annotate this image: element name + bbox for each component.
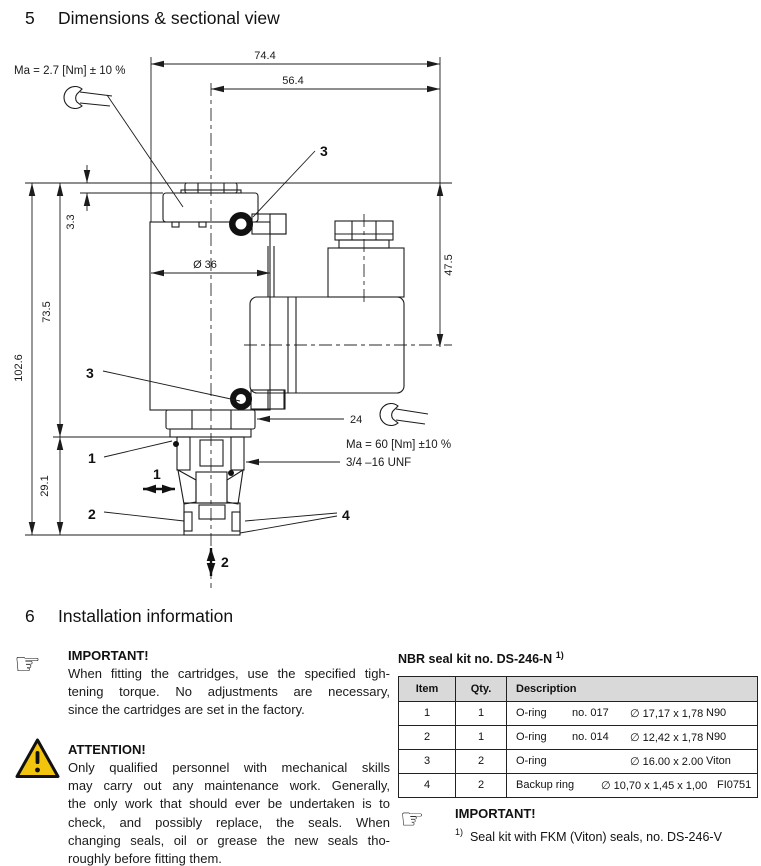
attention-note	[68, 742, 390, 866]
footnote-text: Seal kit with FKM (Viton) seals, no. DS-246-V	[469, 830, 722, 844]
footnote-marker: 1)	[455, 827, 464, 837]
attention-note-title: ATTENTION!	[68, 742, 146, 757]
row-qty: 2	[456, 774, 507, 797]
pointing-hand-icon: ☞	[400, 804, 425, 835]
callout-1-arrow: 1	[153, 466, 161, 482]
seal-kit-title-footnote-marker: 1)	[555, 650, 564, 660]
attention-note-body: Only qualified personnel with mechanical skills may carry out any maintenance work. Generally, the only work that should ever be undertaken is to check, and possibly replace, the seals. When changing seals, oil or grease the new seals tho- roughly before fitting them.	[68, 760, 390, 866]
table-row	[399, 701, 757, 725]
row-desc-note: no. 014	[572, 731, 609, 743]
cartridge-tip	[184, 503, 240, 535]
dim-29-1: 29.1	[39, 475, 51, 497]
seal-upper	[229, 212, 286, 297]
row-desc-note	[572, 755, 630, 768]
row-desc-size: ∅ 17,17 x 1,78	[630, 708, 704, 720]
cartridge-thread	[173, 437, 244, 504]
callout-3-mid: 3	[86, 365, 94, 381]
wrench-icon-top	[64, 87, 112, 109]
flow-arrows	[143, 489, 211, 576]
row-desc-material: FI0751	[717, 779, 752, 791]
table-row	[399, 725, 757, 749]
centerlines	[211, 83, 452, 588]
dim-3-3: 3.3	[65, 214, 77, 230]
seal-kit-title: NBR seal kit no. DS-246-N $^{1)}$	[398, 650, 564, 667]
row-desc-size: ∅ 16.00 x 2.00	[630, 756, 704, 768]
torque-bottom-label: Ma = 60 [Nm] ±10 %	[346, 439, 452, 451]
seal-lower	[230, 388, 285, 410]
row-item: 4	[399, 774, 456, 797]
hex-nut	[166, 410, 255, 437]
important-note-1-title: IMPORTANT!	[68, 648, 149, 663]
header-description: Description	[516, 683, 577, 695]
row-item: 1	[399, 702, 456, 725]
important-note-1-body: When fitting the cartridges, use the specified tigh- tening torque. No adjustments are necessary, since the cartridges are set in the factory.	[68, 666, 390, 718]
row-item: 2	[399, 726, 456, 749]
callout-3-top: 3	[320, 143, 328, 159]
torque-top-label: Ma = 2.7 [Nm] ± 10 %	[14, 65, 126, 77]
dim-24: 24	[350, 414, 363, 426]
dim-dia-36: Ø 36	[193, 259, 217, 271]
dim-73-5: 73.5	[41, 301, 53, 323]
pointing-hand-icon: ☞	[14, 647, 41, 682]
row-desc-name: O-ring	[516, 707, 547, 719]
callout-4: 4	[342, 507, 350, 523]
row-desc-name: O-ring	[516, 731, 547, 743]
header-qty: Qty.	[456, 677, 507, 701]
table-row	[399, 749, 757, 773]
row-desc-name: Backup ring	[516, 779, 575, 791]
warning-triangle-icon	[14, 737, 61, 780]
footnote	[455, 827, 722, 844]
row-qty: 1	[456, 702, 507, 725]
callout-2-bottom: 2	[221, 554, 229, 570]
dim-74-4: 74.4	[254, 50, 276, 62]
row-desc-note: no. 017	[572, 707, 609, 719]
row-desc-size: ∅ 12,42 x 1,78	[630, 732, 704, 744]
row-qty: 2	[456, 750, 507, 773]
wrench-icon-bottom	[380, 404, 428, 426]
row-item: 3	[399, 750, 456, 773]
dim-102-6: 102.6	[13, 354, 25, 382]
section-5-title: Dimensions & sectional view	[58, 8, 280, 28]
row-desc-name: O-ring	[516, 755, 547, 767]
row-desc-material: Viton	[706, 755, 731, 767]
row-desc-material: N90	[706, 707, 727, 719]
callout-1-left: 1	[88, 450, 96, 466]
dim-47-5: 47.5	[443, 254, 455, 276]
section-6-number: 6	[25, 606, 35, 626]
seal-kit-table	[398, 676, 758, 798]
row-desc-material: N90	[706, 731, 727, 743]
seal-kit-header-row	[399, 677, 757, 701]
thread-label: 3/4 –16 UNF	[346, 457, 412, 469]
callout-2-left: 2	[88, 506, 96, 522]
table-row	[399, 773, 757, 797]
leader-lines	[103, 95, 337, 533]
important-note-2-title: IMPORTANT!	[455, 806, 536, 821]
row-desc-size: ∅ 10,70 x 1,45 x 1,00	[601, 780, 708, 792]
section-6-title: Installation information	[58, 606, 234, 626]
important-note-1	[68, 648, 390, 720]
dim-56-4: 56.4	[282, 75, 304, 87]
section-5-number: 5	[25, 8, 35, 28]
connector	[250, 221, 404, 393]
row-qty: 1	[456, 726, 507, 749]
valve-body	[150, 183, 404, 535]
header-item: Item	[399, 677, 456, 701]
